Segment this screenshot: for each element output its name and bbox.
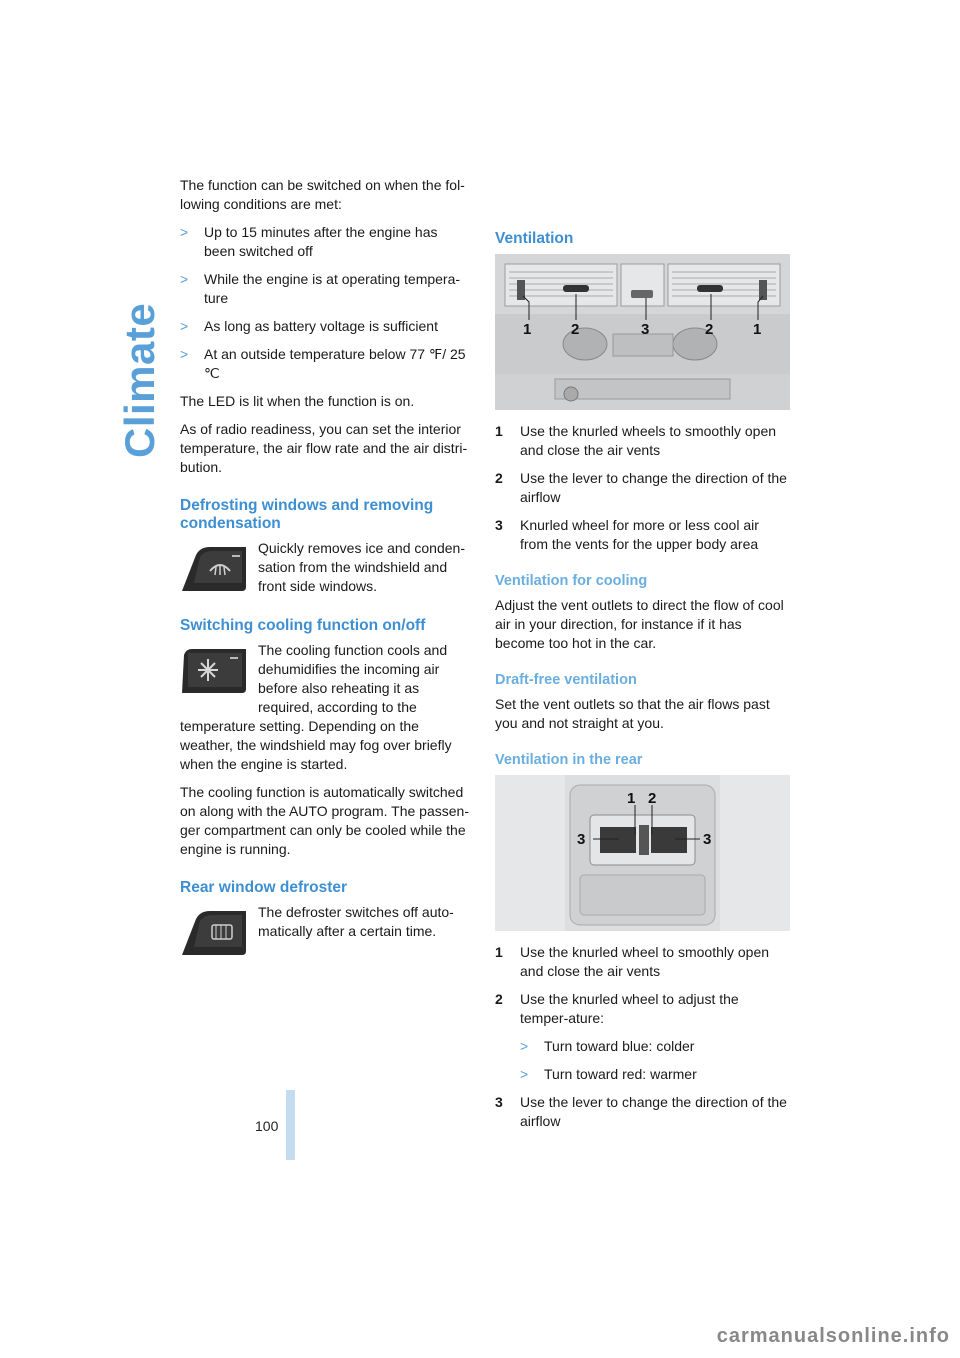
callout-label: 3 [641, 321, 650, 338]
list-item: 2 Use the lever to change the direction of the airflow [495, 470, 787, 505]
callout-label: 3 [703, 831, 712, 848]
windshield-defrost-button-icon [180, 543, 250, 593]
list-item: > Up to 15 minutes after the engine has been switched off [180, 224, 438, 259]
list-item: > While the engine is at operating tempera-ture [180, 271, 461, 306]
watermark: carmanualsonline.info [716, 1325, 950, 1347]
callout-label: 1 [523, 321, 532, 338]
front-vents-photo [495, 254, 790, 410]
list-item: 1 Use the knurled wheels to smoothly open and close the air vents [495, 423, 777, 458]
callout-label: 2 [648, 790, 657, 807]
list-item: 1 Use the knurled wheel to smoothly open and close the air vents [495, 944, 770, 979]
draft-free-heading: Draft-free ventilation [495, 672, 637, 688]
list-item: > As long as battery voltage is sufficient [180, 318, 438, 334]
left-column [180, 176, 472, 961]
callout-label: 1 [753, 321, 762, 338]
list-item: > Turn toward red: warmer [520, 1066, 697, 1082]
page-number: 100 [255, 1118, 279, 1134]
rear-vents-illustration [495, 775, 790, 931]
callout-label: 1 [627, 790, 636, 807]
cooling-block: The cooling function cools and dehumidifies the incoming air before also reheating it as required, according to the temperature setting. Depending on the weather, the windshield may fog over briefly when the engine is started. [180, 642, 452, 772]
list-item: > At an outside temperature below 77 ℉/ 25 ℃ [180, 346, 466, 381]
list-item: 3 Use the lever to change the direction of the airflow [495, 1094, 787, 1129]
radio-note: As of radio readiness, you can set the interior temperature, the air flow rate and the air distri-bution. [180, 421, 468, 475]
cooling-auto-text: The cooling function is automatically switched on along with the AUTO program. The passen-ger compartment can only be cooled while the engine is running. [180, 784, 469, 857]
list-item: 3 Knurled wheel for more or less cool air from the vents for the upper body area [495, 517, 759, 552]
cooling-heading: Switching cooling function on/off [180, 617, 426, 634]
right-column [495, 176, 790, 1140]
defrost-heading: Defrosting windows and removing condensation [180, 497, 434, 532]
snowflake-button-icon [180, 645, 250, 695]
rear-vents-photo [495, 775, 790, 931]
callout-label: 3 [577, 831, 586, 848]
callout-label: 2 [571, 321, 580, 338]
rear-defrost-button-icon [180, 907, 250, 957]
rear-defroster-block: The defroster switches off auto-matically after a certain time. [180, 903, 472, 961]
intro-text: The function can be switched on when the fol-lowing conditions are met: [180, 177, 465, 212]
cooling-vent-text: Adjust the vent outlets to direct the flow of cool air in your direction, for instance if it has become too hot in the car. [495, 597, 784, 651]
ventilation-heading: Ventilation [495, 230, 574, 247]
draft-free-text: Set the vent outlets so that the air flows past you and not straight at you. [495, 696, 770, 731]
rear-ventilation-heading: Ventilation in the rear [495, 752, 643, 768]
rear-defroster-heading: Rear window defroster [180, 879, 348, 896]
defrost-block: Quickly removes ice and conden-sation from the windshield and front side windows. [180, 539, 472, 597]
page-margin-bar [286, 1090, 295, 1160]
led-note: The LED is lit when the function is on. [180, 393, 415, 409]
chapter-title: Climate [116, 302, 163, 458]
callout-label: 2 [705, 321, 714, 338]
list-item: > Turn toward blue: colder [520, 1038, 695, 1054]
list-item: 2 Use the knurled wheel to adjust the temper-ature: [495, 991, 739, 1026]
cooling-vent-heading: Ventilation for cooling [495, 573, 648, 589]
